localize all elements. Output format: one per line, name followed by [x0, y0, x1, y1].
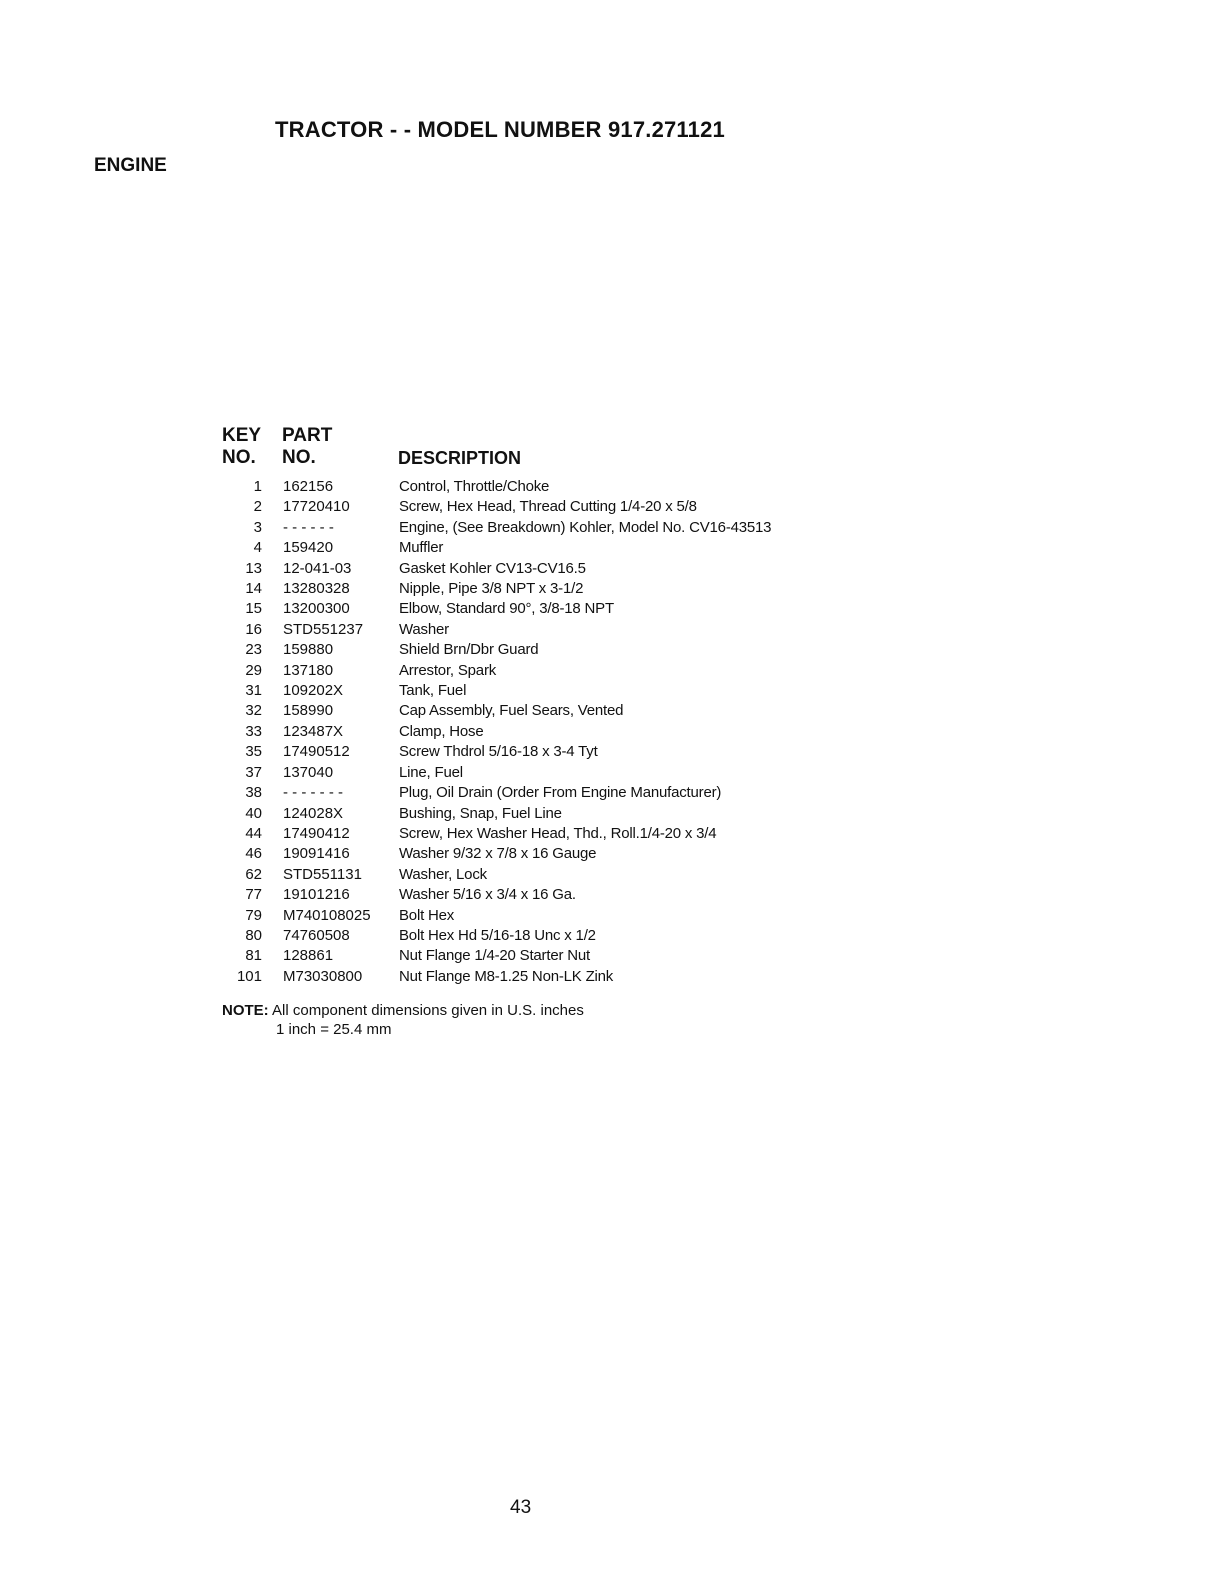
- key-no-cell: 3: [253, 518, 262, 536]
- description-cell: Control, Throttle/Choke: [399, 478, 550, 495]
- note: [222, 1000, 584, 1021]
- part-no-cell: 137040: [283, 763, 334, 781]
- part-no-cell: 13280328: [283, 580, 350, 598]
- description-cell: Washer, Lock: [399, 865, 487, 883]
- page-title: TRACTOR - - MODEL NUMBER 917.271121: [275, 117, 725, 142]
- description-cell: Screw, Hex Washer Head, Thd., Roll.1/4-20 x 3/4: [399, 824, 717, 842]
- table-row: [212, 640, 771, 660]
- key-no-cell: 14: [245, 580, 262, 598]
- description-cell: Cap Assembly, Fuel Sears, Vented: [399, 702, 624, 720]
- key-no-cell: 4: [253, 539, 262, 557]
- table-row: [212, 885, 771, 905]
- note-text: All component dimensions given in U.S. inches: [272, 1002, 584, 1019]
- part-no-cell: 124028X: [283, 804, 344, 822]
- part-no-cell: 109202X: [283, 682, 344, 700]
- key-no-cell: 77: [245, 886, 262, 904]
- description-cell: Plug, Oil Drain (Order From Engine Manufacturer): [399, 784, 722, 802]
- part-no-cell: - - - - - -: [283, 518, 334, 536]
- table-row: [212, 599, 771, 619]
- key-no-cell: 46: [245, 845, 262, 863]
- table-row: [212, 946, 771, 966]
- description-cell: Nut Flange 1/4-20 Starter Nut: [399, 947, 590, 965]
- description-cell: Nut Flange M8-1.25 Non-LK Zink: [399, 967, 614, 985]
- description-cell: Screw, Hex Head, Thread Cutting 1/4-20 x 5/8: [399, 498, 697, 516]
- table-row: [212, 967, 771, 987]
- part-no-cell: M73030800: [283, 967, 363, 985]
- key-no-cell: 31: [245, 682, 262, 700]
- note-conversion: 1 inch = 25.4 mm: [276, 1021, 392, 1038]
- key-no-cell: 29: [245, 661, 262, 679]
- table-row: [212, 518, 771, 538]
- description-cell: Bolt Hex Hd 5/16-18 Unc x 1/2: [399, 926, 596, 944]
- part-no-cell: - - - - - - -: [283, 784, 343, 802]
- table-row: [212, 804, 771, 824]
- page-number: 43: [510, 1497, 532, 1518]
- part-no-cell: 17720410: [283, 498, 350, 516]
- description-cell: Clamp, Hose: [399, 722, 484, 740]
- column-header-part: PART: [282, 425, 333, 446]
- description-cell: Elbow, Standard 90°, 3/8-18 NPT: [399, 600, 614, 618]
- part-no-cell: 13200300: [283, 600, 350, 618]
- key-no-cell: 33: [245, 722, 262, 740]
- key-no-cell: 44: [245, 824, 262, 842]
- column-header-key: KEY: [222, 425, 262, 446]
- description-cell: Washer: [399, 620, 449, 638]
- table-row: [212, 783, 771, 803]
- key-no-cell: 101: [236, 967, 262, 985]
- table-row: [212, 681, 771, 701]
- key-no-cell: 1: [253, 478, 262, 495]
- key-no-cell: 80: [245, 926, 262, 944]
- key-no-cell: 37: [245, 763, 262, 781]
- description-cell: Gasket Kohler CV13-CV16.5: [399, 559, 586, 577]
- key-no-cell: 16: [245, 620, 262, 638]
- description-cell: Bushing, Snap, Fuel Line: [399, 804, 562, 822]
- part-no-cell: 12-041-03: [283, 559, 352, 577]
- part-no-cell: 17490512: [283, 743, 350, 761]
- key-no-cell: 79: [245, 906, 262, 924]
- table-row: [212, 579, 771, 599]
- table-row: [212, 906, 771, 926]
- part-no-cell: 74760508: [283, 926, 350, 944]
- part-no-cell: 158990: [283, 702, 334, 720]
- table-row: [212, 661, 771, 681]
- column-header-part-no: NO.: [282, 447, 316, 468]
- part-no-cell: 159880: [283, 641, 334, 659]
- part-no-cell: 128861: [283, 947, 334, 965]
- description-cell: Muffler: [399, 539, 444, 557]
- parts-table: [212, 477, 771, 987]
- part-no-cell: STD551237: [283, 620, 364, 638]
- table-row: [212, 497, 771, 517]
- part-no-cell: 19101216: [283, 886, 350, 904]
- description-cell: Shield Brn/Dbr Guard: [399, 641, 539, 659]
- description-cell: Screw Thdrol 5/16-18 x 3-4 Tyt: [399, 743, 598, 761]
- part-no-cell: M740108025: [283, 906, 371, 924]
- key-no-cell: 13: [245, 559, 262, 577]
- description-cell: Tank, Fuel: [399, 682, 467, 700]
- table-row: [212, 763, 771, 783]
- description-cell: Washer 5/16 x 3/4 x 16 Ga.: [399, 886, 576, 904]
- part-no-cell: 19091416: [283, 845, 350, 863]
- part-no-cell: 162156: [283, 478, 334, 495]
- table-row: [212, 701, 771, 721]
- table-row: [212, 722, 771, 742]
- key-no-cell: 32: [245, 702, 262, 720]
- key-no-cell: 40: [245, 804, 262, 822]
- key-no-cell: 62: [245, 865, 262, 883]
- table-row: [212, 865, 771, 885]
- table-row: [212, 824, 771, 844]
- column-header-key-no: NO.: [222, 447, 256, 468]
- part-no-cell: 123487X: [283, 722, 344, 740]
- table-row: [212, 844, 771, 864]
- description-cell: Line, Fuel: [399, 763, 463, 781]
- table-row: [212, 926, 771, 946]
- description-cell: Bolt Hex: [399, 906, 455, 924]
- description-cell: Engine, (See Breakdown) Kohler, Model No. CV16-43513: [399, 518, 772, 536]
- key-no-cell: 23: [245, 641, 262, 659]
- key-no-cell: 15: [245, 600, 262, 618]
- description-cell: Nipple, Pipe 3/8 NPT x 3-1/2: [399, 580, 584, 598]
- table-row: [212, 620, 771, 640]
- part-no-cell: 17490412: [283, 824, 350, 842]
- description-cell: Arrestor, Spark: [399, 661, 497, 679]
- part-no-cell: 159420: [283, 539, 334, 557]
- part-no-cell: 137180: [283, 661, 334, 679]
- column-header-description: DESCRIPTION: [398, 448, 522, 468]
- key-no-cell: 38: [245, 784, 262, 802]
- table-row: [212, 477, 771, 497]
- section-title: ENGINE: [94, 155, 167, 176]
- key-no-cell: 2: [253, 498, 262, 516]
- table-row: [212, 559, 771, 579]
- key-no-cell: 81: [245, 947, 262, 965]
- note-label: NOTE:: [222, 1002, 269, 1019]
- table-row: [212, 742, 771, 762]
- key-no-cell: 35: [245, 743, 262, 761]
- table-row: [212, 538, 771, 558]
- description-cell: Washer 9/32 x 7/8 x 16 Gauge: [399, 845, 597, 863]
- part-no-cell: STD551131: [283, 865, 362, 883]
- parts-table-body: [212, 477, 771, 987]
